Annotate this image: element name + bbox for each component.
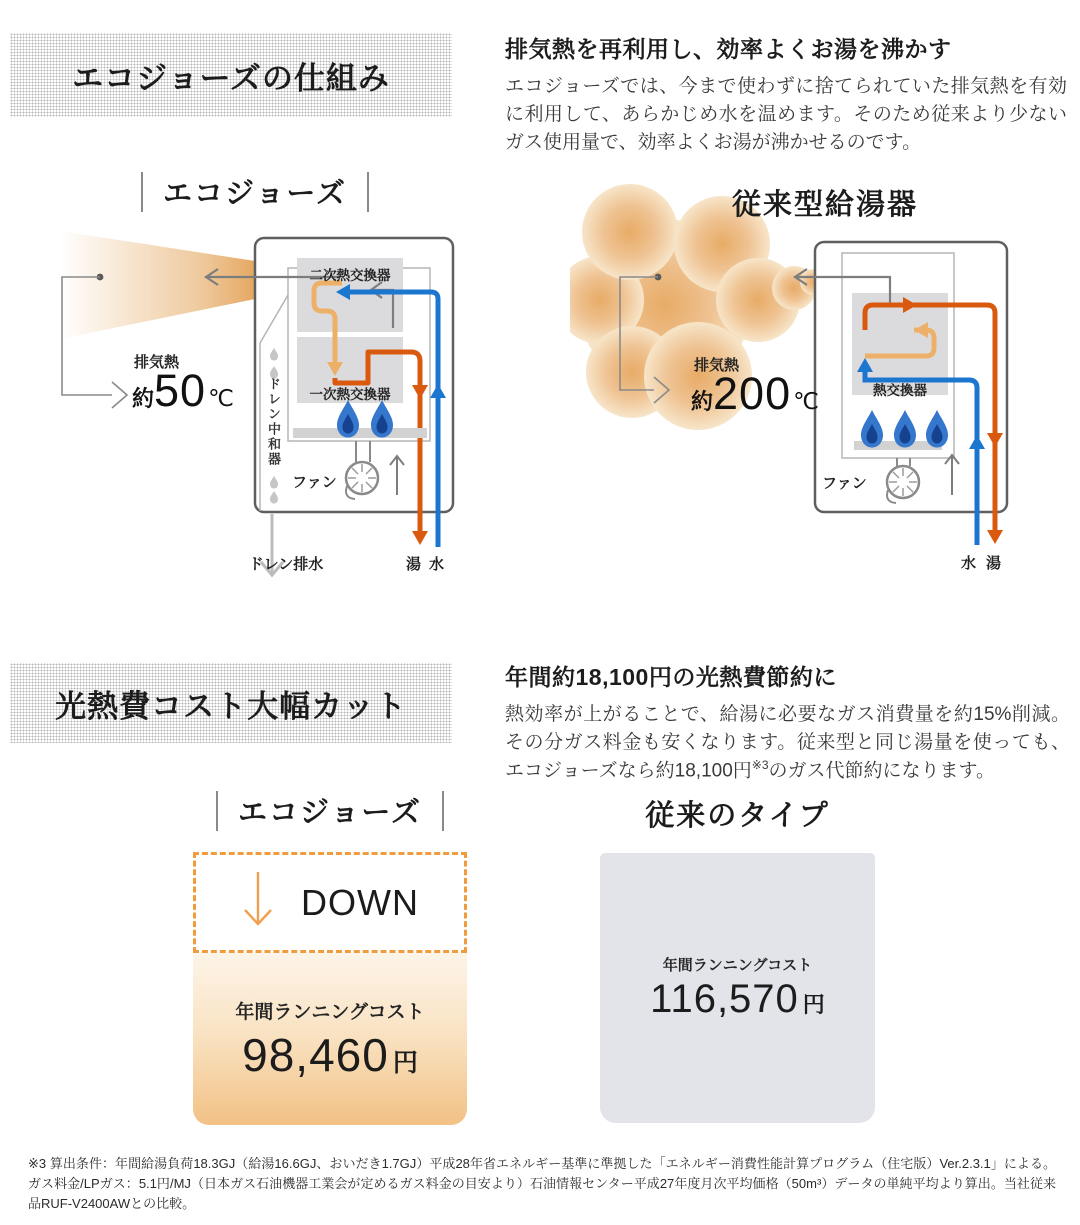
primary-hx-label: 一次熱交換器 [309,387,391,402]
cost-intro [505,659,1070,785]
comparison-eco-title [150,790,510,831]
hot-arrow-down-end [412,531,428,545]
hot-label: 湯 [406,556,422,573]
cold-label: 水 [429,556,445,573]
conv-cost-label: 年間ランニングコスト [662,957,813,974]
mechanism-title: エコジョーズの仕組み [72,60,390,96]
conventional-diagram [570,160,1080,585]
footnote: ※3 算出条件：年間給湯負荷18.3GJ（給湯16.6GJ、おいだき1.7GJ）平成28年省エネルギー基準に準拠した「エネルギー消費性能計算プログラム（住宅版）Ver.2.3.1」による。ガス料金/LPガス：5.1円/MJ（日本ガス石油機器工業会が定めるガス料金の目安より）石油情報センター平成27年度月次平均価格（50m³）データの単純平均より算出。当社従来品RUF-V2400AWとの比較。 [28,1156,1056,1212]
eco-cost-box [193,953,467,1125]
cost-body [505,701,1070,785]
temp-value: 200 [713,368,792,419]
conv-cost-value-row [650,977,825,1022]
conventional-diagram-title: 従来型給湯器 [731,189,918,221]
mechanism-intro [505,31,1067,157]
burner-strip [293,428,427,438]
title-bar-left [141,172,143,212]
eco-exhaust-label: 排気熱 [134,354,180,371]
flame-icons [861,410,948,448]
conv-exhaust-label: 排気熱 [694,357,740,374]
temp-approx: 約 [132,386,155,411]
conv-cost-unit: 円 [802,992,825,1017]
secondary-hx-label: 二次熱交換器 [309,268,391,283]
exhaust-beam [60,231,255,339]
eco-fan-label: ファン [292,474,337,491]
hot-label: 湯 [986,555,1002,572]
eco-down-box [193,852,467,953]
temp-value: 50 [154,365,207,416]
eco-unit-schematic [30,225,480,590]
comparison-eco-title-text: エコジョーズ [238,797,422,829]
mechanism-title-box [10,33,452,117]
eco-cost-unit: 円 [392,1048,418,1077]
eco-cost-label: 年間ランニングコスト [235,1001,425,1023]
conventional-unit-schematic [570,160,1080,585]
cost-title: 光熱費コスト大幅カット [55,688,407,724]
temp-unit: ℃ [793,388,819,414]
down-label: DOWN [301,881,419,923]
hx-label: 熱交換器 [873,383,927,398]
down-arrow-icon [241,870,275,936]
temp-approx: 約 [691,389,714,414]
temp-unit: ℃ [208,385,234,411]
cost-title-box [10,663,452,743]
mechanism-body: エコジョーズでは、今まで使わずに捨てられていた排気熱を有効に利用して、あらかじめ水を温めます。そのため従来より少ないガス使用量で、効率よくお湯が沸かせるのです。 [505,76,1067,153]
cost-body-pre: 熱効率が上がることで、給湯に必要なガス消費量を約15%削減。その分ガス料金も安くなります。従来型と同じ湯量を使っても、エコジョーズなら約18,100円 [505,704,1070,782]
hot-arrow-down-end [987,530,1003,544]
cost-body-post: のガス代節約になります。 [768,760,996,782]
mechanism-heading: 排気熱を再利用し、効率よくお湯を沸かす [505,36,952,62]
cold-label: 水 [961,555,977,572]
drain-out-label: ドレン排水 [248,556,324,573]
eco-diagram-title [125,171,385,212]
eco-water-labels [406,553,444,574]
eco-cost-value: 98,460 [242,1028,389,1081]
conv-cost-value: 116,570 [650,977,799,1021]
eco-diagram-title-text: エコジョーズ [163,178,347,210]
title-bar-left [216,791,218,831]
eco-exhaust-temp [132,365,234,417]
title-bar-right [367,172,369,212]
drain-neutralizer-label: ドレン中和器 [266,377,281,467]
conv-fan-label: ファン [822,475,867,492]
title-bar-right [442,791,444,831]
eco-diagram [30,165,480,590]
cost-heading: 年間約18,100円の光熱費節約に [505,664,837,690]
conv-exhaust-temp [691,368,819,420]
cost-body-footref: ※3 [751,757,769,772]
comparison-conv-title: 従来のタイプ [645,800,830,832]
eco-cost-value-row [242,1028,418,1082]
conv-cost-box [600,853,875,1123]
conv-water-labels [961,552,1001,573]
